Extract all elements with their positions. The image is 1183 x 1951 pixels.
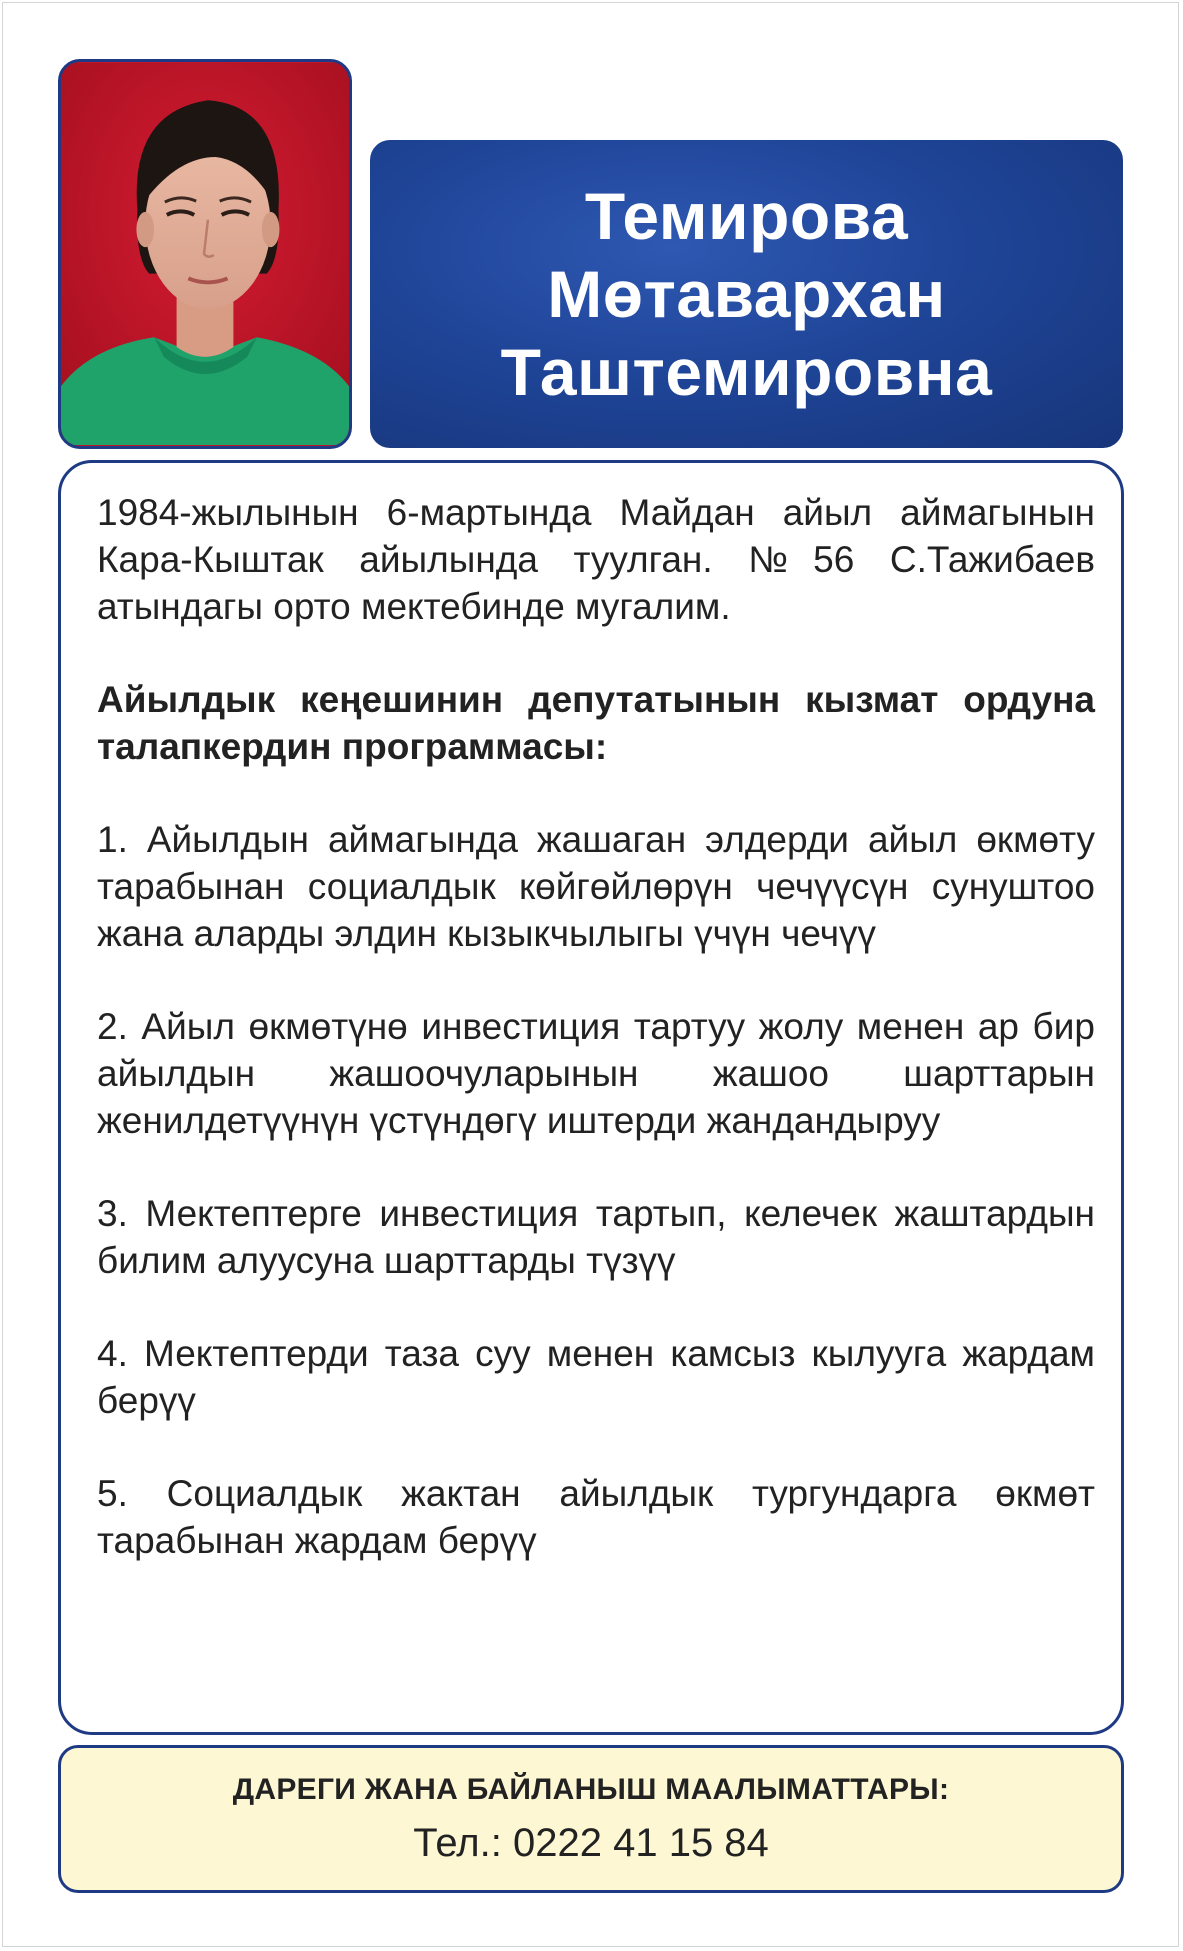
contact-phone: Тел.: 0222 41 15 84 — [413, 1820, 769, 1865]
biography-paragraph: 1984-жылынын 6-мартында Майдан айыл аймагынын Кара-Кыштак айылында туулган. №56 С.Тажибаев атындагы орто мектебинде мугалим. — [97, 492, 1095, 627]
contact-box — [58, 1745, 1124, 1893]
portrait-image — [61, 62, 349, 446]
program-heading: Айылдык кеңешинин депутатынын кызмат ордуна талапкердин программасы: — [97, 679, 1095, 767]
candidate-name-banner — [370, 140, 1123, 448]
candidate-photo — [58, 59, 352, 449]
candidate-patronymic: Таштемировна — [500, 335, 993, 409]
program-item-4: 4. Мектептерди таза суу менен камсыз кылууга жардам берүү — [97, 1333, 1095, 1421]
program-item-5: 5. Социалдык жактан айылдык тургундарга өкмөт тарабынан жардам берүү — [97, 1473, 1095, 1561]
candidate-info-panel — [58, 460, 1124, 1735]
candidate-surname: Темирова — [584, 179, 909, 253]
program-item-1: 1. Айылдын аймагында жашаган элдерди айыл өкмөту тарабынан социалдык көйгөйлөрүн чечүүсүн сунуштоо жана аларды элдин кызыкчылыгы үчүн чечүү — [97, 819, 1095, 954]
info-text-block — [97, 489, 1095, 1610]
program-item-3: 3. Мектептерге инвестиция тартып, келечек жаштардын билим алуусуна шарттарды түзүү — [97, 1193, 1095, 1281]
candidate-first-name: Мөтавархан — [547, 257, 946, 331]
program-item-2: 2. Айыл өкмөтүнө инвестиция тартуу жолу менен ар бир айылдын жашоочуларынын жашоо шарттарын женилдетүүнүн үстүндөгү иштерди жандандыруу — [97, 1006, 1095, 1141]
contact-title: ДАРЕГИ ЖАНА БАЙЛАНЫШ МААЛЫМАТТАРЫ: — [232, 1772, 950, 1806]
